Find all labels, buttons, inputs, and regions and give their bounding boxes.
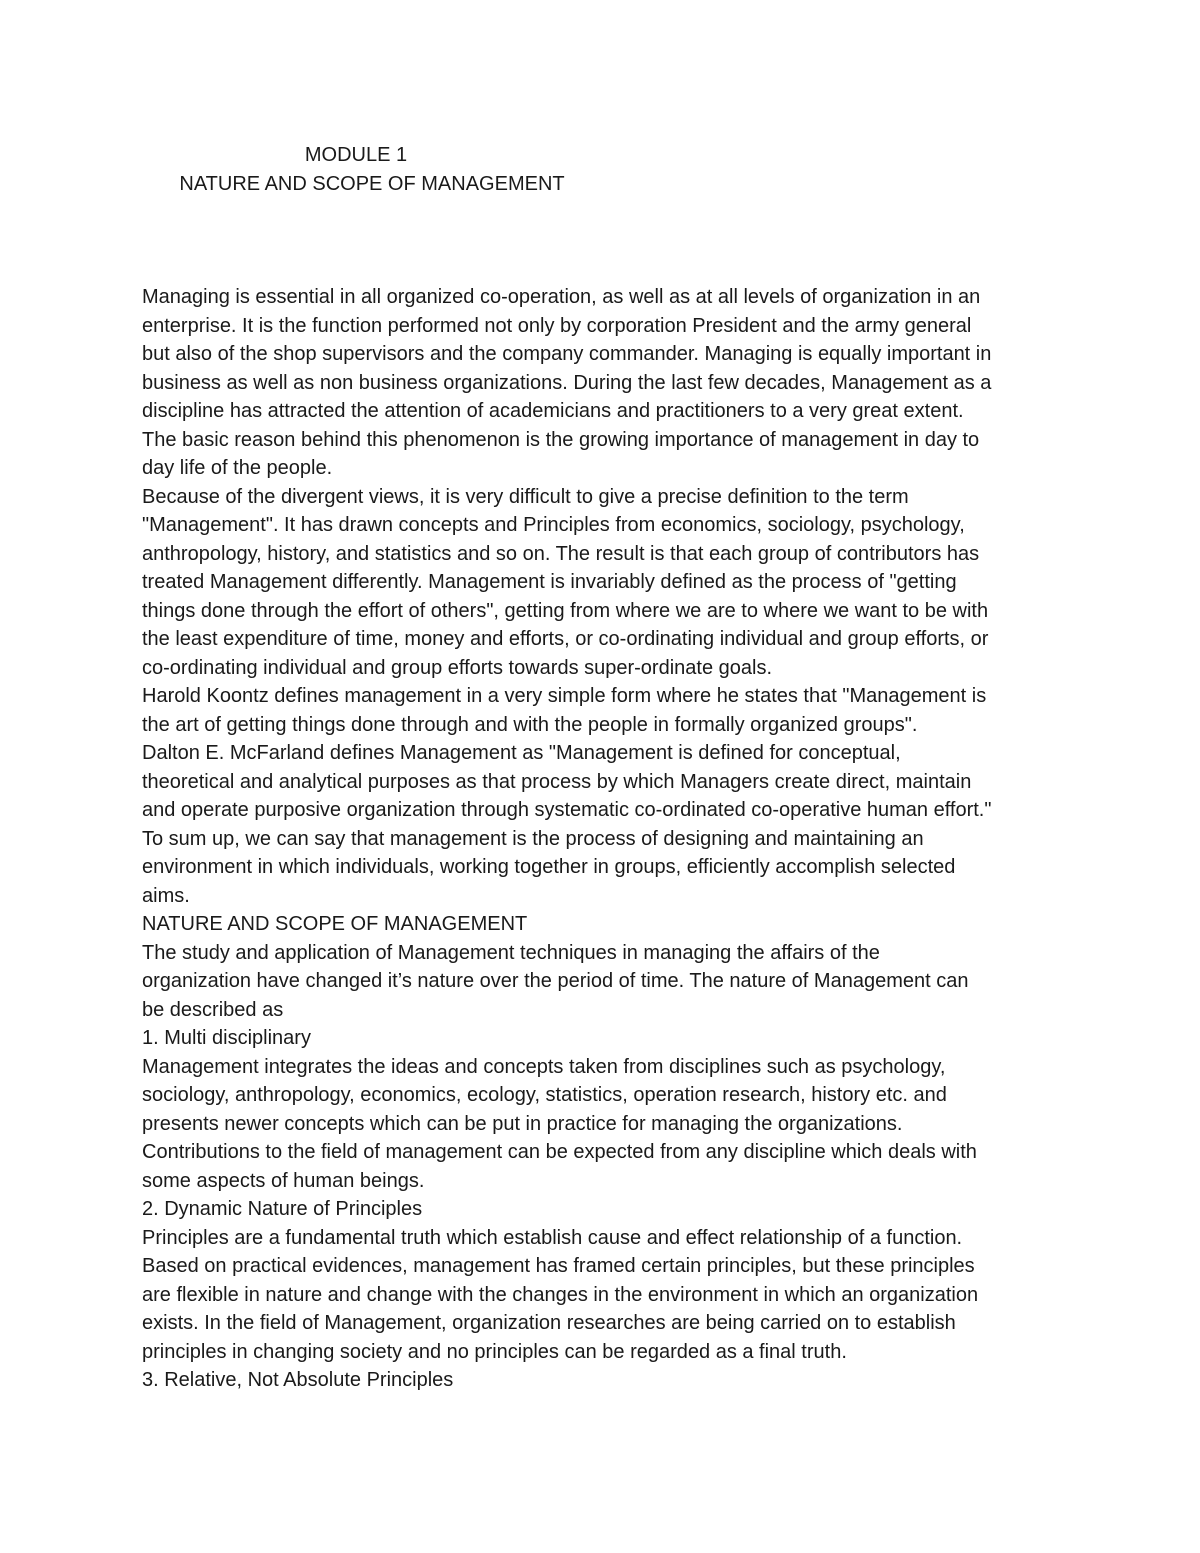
text-line: Management integrates the ideas and concepts taken from disciplines such as psychology, [142,1055,946,1078]
text-line: and operate purposive organization through systematic co-ordinated co-operative human effort." [142,799,992,821]
text-line: Harold Koontz defines management in a very simple form where he states that "Management is [142,685,987,707]
text-line: enterprise. It is the function performed not only by corporation President and the army general [142,314,972,337]
text-line: To sum up, we can say that management is the process of designing and maintaining an [142,827,924,850]
text-line: the art of getting things done through and with the people in formally organized groups". [142,713,918,736]
text-line: discipline has attracted the attention of academicians and practitioners to a very great extent. [142,400,964,422]
text-line: co-ordinating individual and group efforts towards super-ordinate goals. [142,656,773,679]
text-line: principles in changing society and no principles can be regarded as a final truth. [142,1340,847,1363]
text-line: "Management". It has drawn concepts and Principles from economics, sociology, psychology, [142,514,965,536]
module-label: MODULE 1 [304,144,408,166]
text-line: sociology, anthropology, economics, ecology, statistics, operation research, history etc. and [142,1084,947,1106]
text-line: treated Management differently. Management is invariably defined as the process of "getting [142,571,957,593]
text-line: Managing is essential in all organized co-operation, as well as at all levels of organization in an [142,286,981,308]
text-line: Dalton E. McFarland defines Management as "Management is defined for conceptual, [142,742,901,764]
text-line: Based on practical evidences, management has framed certain principles, but these principles [142,1255,975,1277]
text-line: be described as [142,998,284,1021]
text-line: The basic reason behind this phenomenon is the growing importance of management in day to [142,428,980,451]
text-line: some aspects of human beings. [142,1169,425,1192]
text-line: Because of the divergent views, it is very difficult to give a precise definition to the term [142,485,909,508]
text-line: 2. Dynamic Nature of Principles [142,1198,423,1220]
text-line: 1. Multi disciplinary [142,1027,311,1049]
text-line: exists. In the field of Management, organization researches are being carried on to establish [142,1312,956,1334]
text-line: anthropology, history, and statistics and so on. The result is that each group of contributors has [142,542,980,565]
text-line: but also of the shop supervisors and the company commander. Managing is equally important in [142,343,992,365]
body-text [142,283,1077,1395]
text-line: are flexible in nature and change with the changes in the environment in which an organization [142,1283,979,1306]
text-line: Contributions to the field of management can be expected from any discipline which deals with [142,1141,977,1163]
text-line: 3. Relative, Not Absolute Principles [142,1369,454,1391]
text-line: the least expenditure of time, money and efforts, or co-ordinating individual and group efforts, or [142,628,989,650]
text-line: business as well as non business organizations. During the last few decades, Management as a [142,371,992,394]
module-title: NATURE AND SCOPE OF MANAGEMENT [179,173,565,195]
text-line: environment in which individuals, working together in groups, efficiently accomplish selected [142,856,956,878]
text-line: day life of the people. [142,457,333,479]
text-line: presents newer concepts which can be put in practice for managing the organizations. [142,1112,903,1135]
text-line: The study and application of Management techniques in managing the affairs of the [142,941,880,964]
text-line: Principles are a fundamental truth which establish cause and effect relationship of a function. [142,1226,963,1249]
text-line: aims. [142,884,190,907]
text-line: organization have changed it’s nature over the period of time. The nature of Management can [142,970,969,992]
text-line: things done through the effort of others", getting from where we are to where we want to be with [142,599,989,622]
text-line: theoretical and analytical purposes as that process by which Managers create direct, maintain [142,770,972,793]
text-line: NATURE AND SCOPE OF MANAGEMENT [142,913,528,935]
